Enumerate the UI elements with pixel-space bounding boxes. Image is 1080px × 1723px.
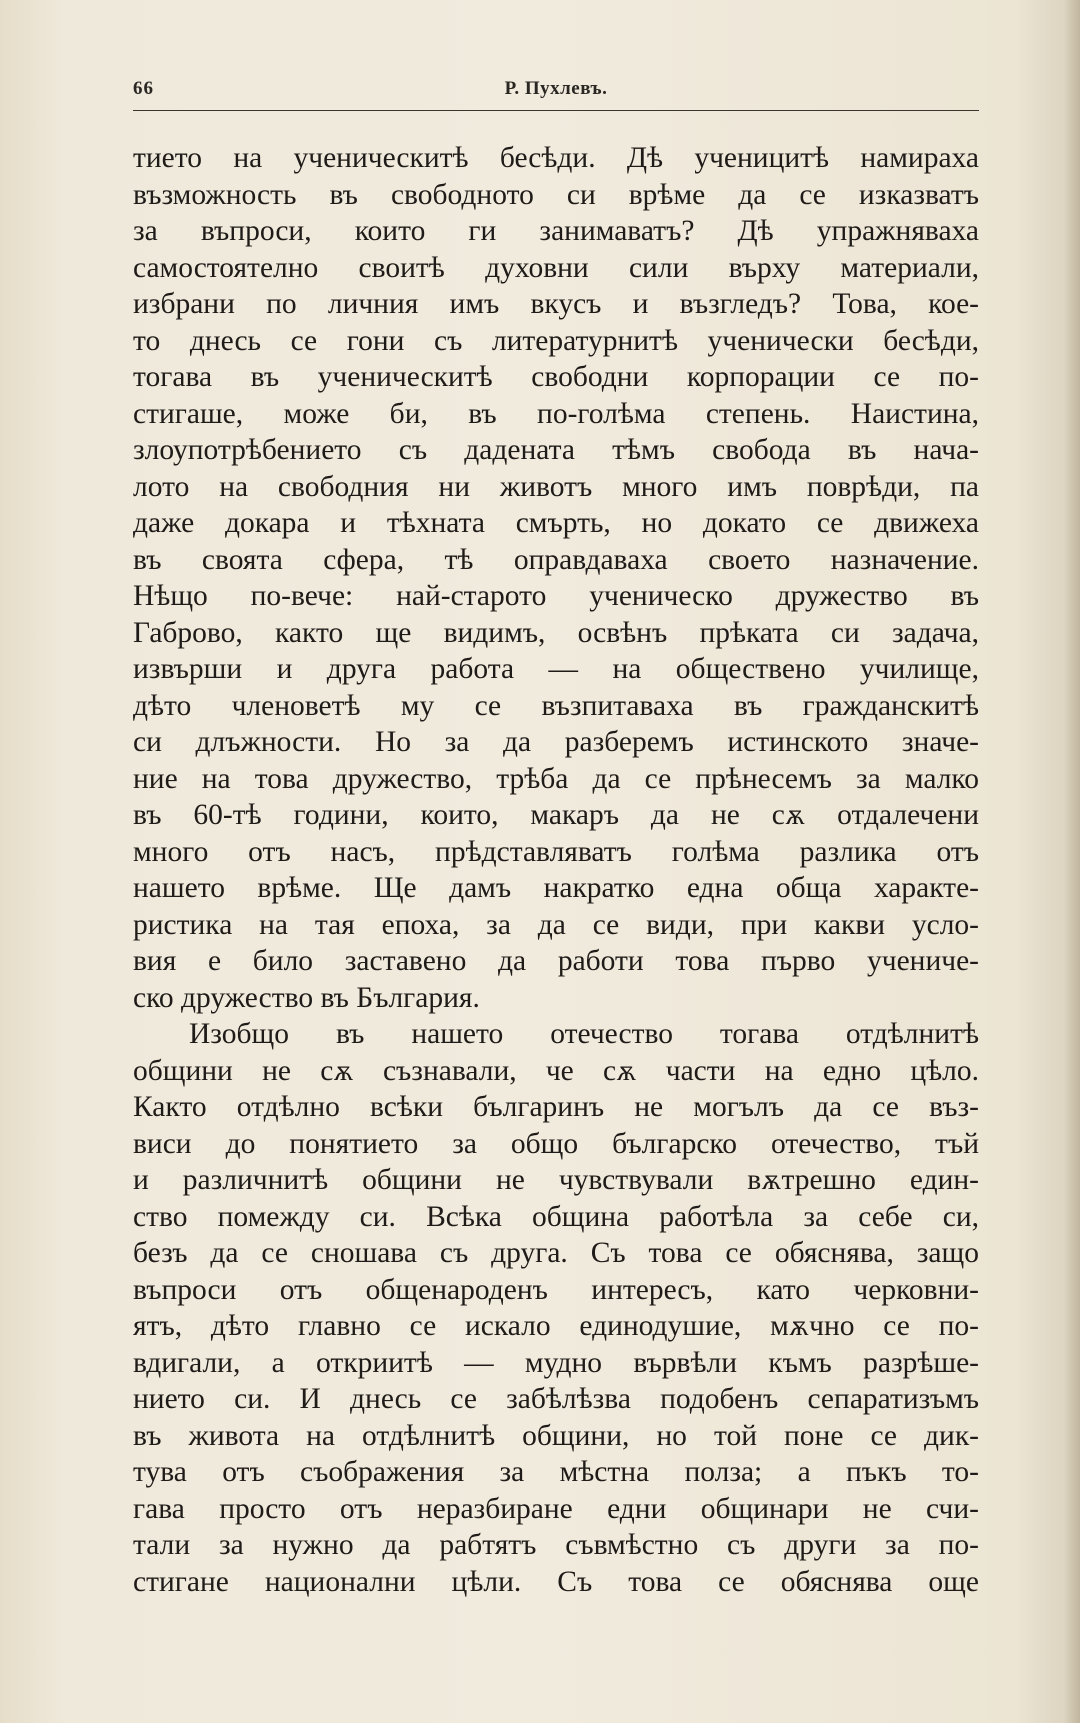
running-head: Р. Пухлевъ. [504,78,608,99]
text-line: нашето врѣме. Ще дамъ накратко една обща характе- [133,872,979,904]
text-line: и различнитѣ общини не чувствували вѫтрешно един- [133,1164,979,1196]
text-line: въ 60-тѣ години, които, макаръ да не сѫ отдалечени [133,799,979,831]
text-line: тува отъ съображения за мѣстна полза; а пъкъ то- [133,1456,979,1488]
text-line: злоупотрѣбението съ дадената тѣмъ свобода въ нача- [133,434,979,466]
text-line: дѣто членоветѣ му се възпитаваха въ гражданскитѣ [133,689,979,722]
text-line: тали за нужно да рабтятъ съвмѣстно съ други за по- [133,1529,979,1561]
text-line: въпроси отъ общенароденъ интересъ, като черковни- [133,1273,979,1306]
text-line: Изобщо въ нашето отечество тогава отдѣлнитѣ [189,1018,979,1050]
text-line: лото на свободния ни животъ много имъ поврѣди, па [133,470,979,503]
text-line: виси до понятието за общо българско отечество, тъй [133,1127,979,1160]
text-line: Както отдѣлно всѣки българинъ не могълъ да се въз- [133,1091,979,1123]
text-line: за въпроси, които ги занимаватъ? Дѣ упражняваха [133,215,979,247]
text-line: тието на ученическитѣ бесѣди. Дѣ ученицитѣ намираха [133,142,979,174]
text-line: ятъ, дѣто главно се искало единодушие, мѫчно се по- [133,1310,979,1342]
text-line: избрани по личния имъ вкусъ и възгледъ? Това, кое- [133,288,979,320]
page-spine-shadow [1064,0,1080,1723]
body-text [133,140,979,1600]
text-line: тогава въ ученическитѣ свободни корпорации се по- [133,361,979,393]
text-line: ско дружество въ България. [133,981,480,1014]
text-line: ство помежду си. Всѣка община работѣла за себе си, [133,1200,979,1233]
text-line: ние на това дружество, трѣба да се прѣнесемъ за малко [133,762,979,795]
text-line: въ своята сфера, тѣ оправдаваха своето назначение. [133,543,979,576]
text-line: нието си. И днесь се забѣлѣзва подобенъ сепаратизъмъ [133,1383,979,1415]
text-line: вия е било заставено да работи това първо учениче- [133,945,979,977]
header-rule [133,110,979,111]
text-line: възможность въ свободното си врѣме да се изказватъ [133,178,979,211]
text-line: безъ да се сношава съ друга. Съ това се обяснява, защо [133,1237,979,1269]
text-line: гава просто отъ неразбиране едни общинари не счи- [133,1492,979,1525]
page-header [133,78,979,108]
text-line: Нѣщо по-вече: най-старото ученическо дружество въ [133,580,979,612]
text-line: извърши и друга работа — на обществено училище, [133,653,979,685]
text-line: стигане национални цѣли. Съ това се обяснява още [133,1565,979,1598]
text-line: даже докара и тѣхната смърть, но докато се движеха [133,507,979,539]
text-line: ристика на тая епоха, за да се види, при какви усло- [133,908,979,941]
text-line: вдигали, а откриитѣ — мудно вървѣли къмъ разрѣше- [133,1346,979,1379]
text-line: си длъжности. Но за да разберемъ истинското значе- [133,726,979,758]
page-number: 66 [133,78,154,99]
text-line: Габрово, както ще видимъ, освѣнъ прѣката си задача, [133,616,979,649]
text-line: то днесь се гони съ литературнитѣ ученически бесѣди, [133,324,979,357]
text-line: самостоятелно своитѣ духовни сили върху материали, [133,251,979,284]
text-line: стигаше, може би, въ по-голѣма степень. Наистина, [133,397,979,430]
text-line: много отъ насъ, прѣдставляватъ голѣма разлика отъ [133,835,979,868]
text-line: въ живота на отдѣлнитѣ общини, но той поне се дик- [133,1419,979,1452]
text-line: общини не сѫ съзнавали, че сѫ части на едно цѣло. [133,1054,979,1087]
